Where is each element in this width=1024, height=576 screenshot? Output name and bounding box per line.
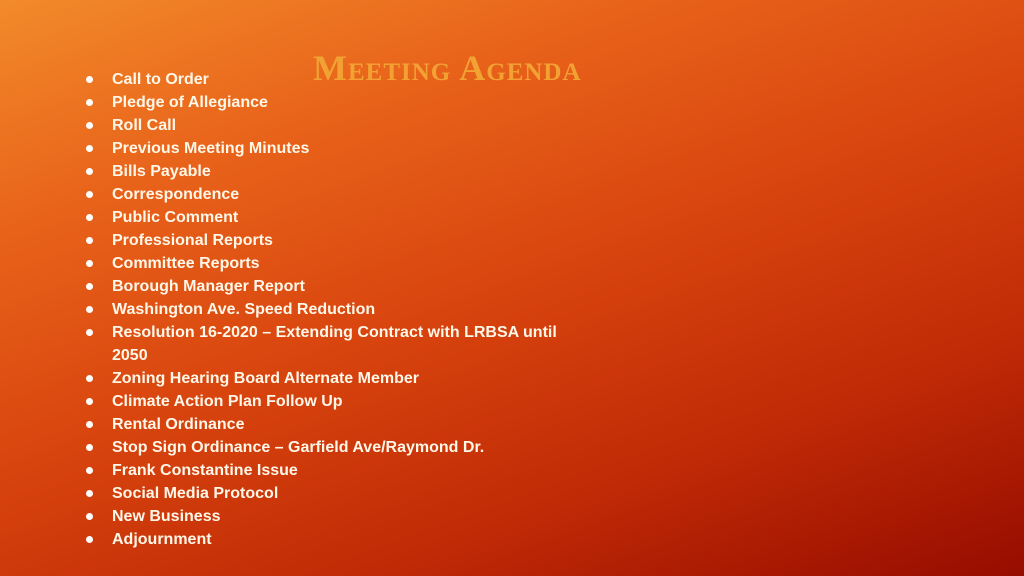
agenda-item [84, 321, 584, 367]
agenda-item [84, 160, 584, 183]
agenda-item [84, 505, 584, 528]
bullet-icon [86, 490, 93, 497]
bullet-icon [86, 260, 93, 267]
bullet-icon [86, 467, 93, 474]
agenda-item [84, 482, 584, 505]
agenda-item [84, 183, 584, 206]
bullet-icon [86, 444, 93, 451]
agenda-item [84, 528, 584, 551]
agenda-item [84, 390, 584, 413]
agenda-item [84, 275, 584, 298]
agenda-item-label: Borough Manager Report [112, 278, 305, 295]
agenda-item [84, 436, 584, 459]
agenda-item-label: Previous Meeting Minutes [112, 140, 310, 157]
bullet-icon [86, 536, 93, 543]
bullet-icon [86, 513, 93, 520]
slide-title: Meeting Agenda [313, 48, 582, 88]
bullet-icon [86, 237, 93, 244]
agenda-item-label: Social Media Protocol [112, 485, 279, 502]
bullet-icon [86, 329, 93, 336]
agenda-item [84, 229, 584, 252]
agenda-item-label: Resolution 16-2020 – Extending Contract with LRBSA until 2050 [112, 324, 557, 364]
agenda-item-label: Professional Reports [112, 232, 273, 249]
bullet-icon [86, 145, 93, 152]
agenda-item-label: Call to Order [112, 71, 209, 88]
agenda-item [84, 206, 584, 229]
agenda-item [84, 413, 584, 436]
agenda-item [84, 459, 584, 482]
agenda-item-label: Stop Sign Ordinance – Garfield Ave/Raymond Dr. [112, 439, 485, 456]
agenda-item-label: Correspondence [112, 186, 240, 203]
agenda-item-label: Rental Ordinance [112, 416, 245, 433]
agenda-item [84, 367, 584, 390]
agenda-item [84, 114, 584, 137]
bullet-icon [86, 191, 93, 198]
agenda-item [84, 91, 584, 114]
agenda-item-label: Frank Constantine Issue [112, 462, 298, 479]
agenda-item [84, 68, 584, 91]
agenda-item-label: Committee Reports [112, 255, 260, 272]
bullet-icon [86, 375, 93, 382]
agenda-item-label: Adjournment [112, 531, 212, 548]
agenda-item-label: Public Comment [112, 209, 239, 226]
bullet-icon [86, 214, 93, 221]
agenda-item-label: Zoning Hearing Board Alternate Member [112, 370, 419, 387]
agenda-item-label: Pledge of Allegiance [112, 94, 268, 111]
bullet-icon [86, 168, 93, 175]
agenda-item-label: New Business [112, 508, 221, 525]
agenda-item [84, 252, 584, 275]
bullet-icon [86, 76, 93, 83]
agenda-item-label: Bills Payable [112, 163, 211, 180]
bullet-icon [86, 421, 93, 428]
bullet-icon [86, 283, 93, 290]
agenda-list [84, 68, 584, 551]
agenda-item [84, 137, 584, 160]
bullet-icon [86, 122, 93, 129]
bullet-icon [86, 306, 93, 313]
agenda-item [84, 298, 584, 321]
bullet-icon [86, 99, 93, 106]
bullet-icon [86, 398, 93, 405]
agenda-item-label: Washington Ave. Speed Reduction [112, 301, 376, 318]
agenda-item-label: Climate Action Plan Follow Up [112, 393, 343, 410]
agenda-item-label: Roll Call [112, 117, 177, 134]
